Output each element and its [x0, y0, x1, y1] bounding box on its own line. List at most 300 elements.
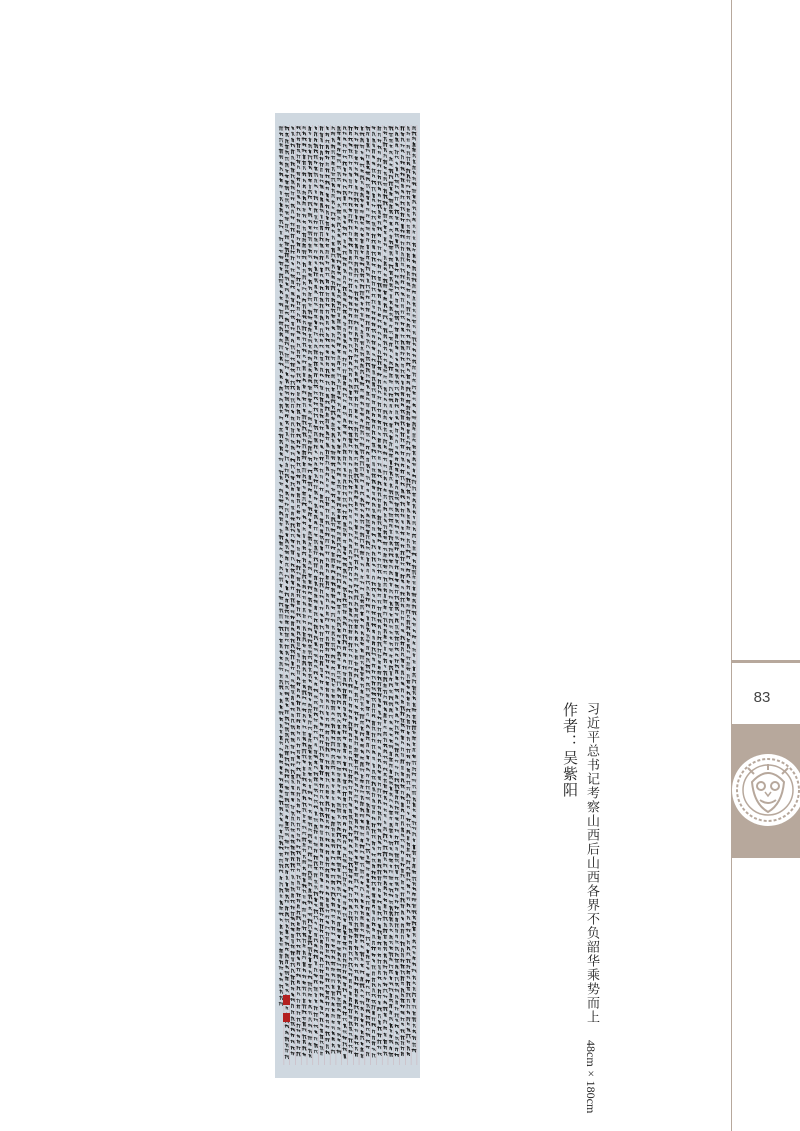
calligraphy-glyph: [378, 783, 381, 787]
calligraphy-glyph: [406, 329, 410, 332]
calligraphy-glyph: [355, 186, 357, 190]
calligraphy-glyph: [390, 637, 392, 640]
calligraphy-glyph: [337, 579, 341, 583]
calligraphy-glyph: [309, 810, 312, 813]
calligraphy-glyph: [280, 718, 283, 721]
calligraphy-glyph: [383, 284, 387, 287]
calligraphy-glyph: [349, 226, 353, 229]
calligraphy-glyph: [366, 826, 369, 830]
calligraphy-glyph: [303, 208, 306, 211]
calligraphy-glyph: [361, 619, 364, 622]
calligraphy-glyph: [360, 437, 364, 440]
calligraphy-glyph: [332, 632, 335, 636]
calligraphy-glyph: [400, 144, 404, 147]
calligraphy-glyph: [320, 357, 323, 361]
calligraphy-glyph: [389, 764, 392, 768]
calligraphy-glyph: [349, 1050, 352, 1053]
calligraphy-glyph: [412, 553, 416, 556]
calligraphy-glyph: [372, 132, 375, 136]
calligraphy-glyph: [314, 800, 318, 804]
calligraphy-glyph: [314, 392, 318, 395]
calligraphy-glyph: [286, 580, 288, 583]
calligraphy-glyph: [389, 631, 392, 634]
artwork-title: 习近平总书记考察山西后山西各界不负韶华乘势而上: [584, 702, 599, 1024]
calligraphy-glyph: [343, 890, 346, 893]
calligraphy-glyph: [384, 208, 386, 211]
calligraphy-glyph: [349, 533, 353, 536]
calligraphy-glyph: [401, 845, 404, 848]
calligraphy-glyph: [412, 877, 416, 881]
calligraphy-glyph: [355, 590, 358, 594]
calligraphy-glyph: [378, 301, 380, 305]
calligraphy-glyph: [395, 281, 398, 284]
calligraphy-glyph: [349, 250, 352, 254]
calligraphy-glyph: [332, 248, 335, 252]
calligraphy-glyph: [360, 940, 364, 943]
calligraphy-glyph: [361, 376, 363, 380]
calligraphy-glyph: [355, 730, 358, 734]
calligraphy-glyph: [279, 489, 282, 492]
calligraphy-glyph: [343, 173, 347, 176]
calligraphy-glyph: [390, 436, 393, 440]
calligraphy-glyph: [314, 380, 317, 384]
calligraphy-glyph: [332, 167, 335, 171]
calligraphy-glyph: [338, 665, 341, 669]
calligraphy-glyph: [389, 619, 393, 623]
calligraphy-glyph: [291, 757, 294, 761]
calligraphy-glyph: [326, 844, 329, 847]
calligraphy-glyph: [309, 953, 311, 956]
calligraphy-glyph: [343, 162, 347, 166]
calligraphy-glyph: [337, 863, 341, 867]
calligraphy-glyph: [390, 958, 393, 961]
calligraphy-glyph: [373, 751, 376, 754]
calligraphy-glyph: [285, 157, 289, 161]
calligraphy-glyph: [366, 937, 370, 941]
calligraphy-glyph: [302, 1035, 306, 1039]
calligraphy-glyph: [396, 434, 398, 437]
calligraphy-glyph: [407, 615, 410, 618]
calligraphy-glyph: [395, 269, 399, 272]
calligraphy-glyph: [384, 720, 387, 724]
calligraphy-glyph: [331, 706, 335, 710]
calligraphy-glyph: [326, 699, 329, 702]
calligraphy-glyph: [412, 969, 416, 972]
calligraphy-glyph: [355, 479, 358, 482]
calligraphy-glyph: [343, 1036, 347, 1039]
calligraphy-glyph: [314, 987, 318, 991]
calligraphy-glyph: [355, 468, 358, 472]
calligraphy-glyph: [349, 769, 353, 773]
calligraphy-glyph: [279, 500, 283, 503]
calligraphy-glyph: [366, 930, 369, 934]
calligraphy-glyph: [367, 563, 369, 566]
calligraphy-glyph: [360, 210, 364, 213]
calligraphy-glyph: [401, 293, 404, 296]
calligraphy-glyph: [401, 994, 404, 997]
calligraphy-glyph: [378, 271, 381, 274]
calligraphy-glyph: [309, 779, 312, 782]
calligraphy-glyph: [384, 507, 387, 510]
calligraphy-glyph: [297, 833, 300, 837]
calligraphy-glyph: [325, 724, 329, 727]
calligraphy-glyph: [343, 216, 345, 219]
calligraphy-glyph: [343, 672, 346, 676]
calligraphy-glyph: [303, 227, 306, 231]
calligraphy-glyph: [320, 316, 323, 320]
calligraphy-glyph: [407, 436, 409, 439]
calligraphy-glyph: [349, 498, 352, 502]
calligraphy-glyph: [367, 251, 369, 255]
calligraphy-glyph: [372, 199, 375, 202]
calligraphy-glyph: [320, 244, 323, 248]
calligraphy-glyph: [286, 485, 289, 488]
calligraphy-glyph: [309, 733, 311, 737]
calligraphy-glyph: [314, 696, 317, 699]
calligraphy-glyph: [395, 387, 399, 390]
calligraphy-glyph: [286, 816, 288, 819]
calligraphy-glyph: [286, 989, 289, 992]
calligraphy-glyph: [383, 768, 387, 771]
calligraphy-glyph: [372, 456, 376, 460]
calligraphy-glyph: [303, 784, 305, 787]
calligraphy-glyph: [280, 548, 283, 551]
calligraphy-glyph: [297, 986, 300, 990]
calligraphy-glyph: [308, 834, 312, 838]
calligraphy-glyph: [372, 383, 374, 387]
calligraphy-glyph: [337, 178, 340, 181]
calligraphy-glyph: [361, 917, 364, 920]
calligraphy-glyph: [285, 780, 289, 783]
calligraphy-glyph: [297, 505, 299, 508]
calligraphy-glyph: [337, 1003, 341, 1007]
calligraphy-glyph: [297, 343, 300, 347]
calligraphy-glyph: [349, 821, 352, 825]
calligraphy-glyph: [390, 472, 393, 476]
calligraphy-glyph: [343, 737, 346, 740]
calligraphy-glyph: [383, 690, 387, 694]
calligraphy-glyph: [407, 867, 410, 870]
calligraphy-glyph: [384, 243, 387, 246]
calligraphy-glyph: [360, 826, 364, 829]
calligraphy-glyph: [326, 688, 329, 692]
calligraphy-glyph: [297, 517, 301, 520]
calligraphy-glyph: [401, 445, 405, 448]
calligraphy-glyph: [337, 713, 341, 717]
calligraphy-glyph: [285, 1043, 288, 1047]
calligraphy-glyph: [407, 848, 409, 852]
calligraphy-glyph: [395, 316, 399, 320]
calligraphy-glyph: [348, 262, 352, 265]
calligraphy-glyph: [384, 960, 387, 964]
calligraphy-glyph: [406, 363, 410, 366]
calligraphy-glyph: [280, 523, 283, 526]
calligraphy-glyph: [344, 1006, 346, 1009]
calligraphy-glyph: [366, 483, 369, 486]
calligraphy-glyph: [378, 504, 380, 508]
calligraphy-glyph: [383, 422, 387, 426]
calligraphy-glyph: [413, 755, 416, 758]
calligraphy-glyph: [291, 551, 294, 555]
calligraphy-glyph: [296, 283, 300, 286]
calligraphy-glyph: [286, 876, 288, 880]
calligraphy-glyph: [372, 257, 375, 261]
calligraphy-glyph: [325, 539, 329, 543]
calligraphy-glyph: [285, 769, 288, 773]
calligraphy-glyph: [320, 778, 322, 781]
calligraphy-glyph: [378, 176, 381, 179]
calligraphy-glyph: [297, 529, 300, 533]
calligraphy-glyph: [314, 534, 317, 537]
calligraphy-glyph: [303, 321, 306, 325]
calligraphy-glyph: [384, 381, 387, 384]
calligraphy-glyph: [361, 1025, 364, 1028]
calligraphy-glyph: [401, 346, 404, 350]
calligraphy-glyph: [413, 237, 415, 240]
calligraphy-glyph: [360, 473, 363, 476]
calligraphy-glyph: [344, 523, 347, 527]
calligraphy-glyph: [314, 326, 317, 330]
calligraphy-glyph: [297, 911, 300, 915]
calligraphy-glyph: [390, 355, 393, 358]
calligraphy-glyph: [412, 679, 416, 683]
calligraphy-glyph: [331, 469, 335, 473]
calligraphy-glyph: [355, 451, 358, 455]
calligraphy-glyph: [401, 809, 404, 812]
calligraphy-glyph: [361, 557, 363, 560]
calligraphy-glyph: [406, 562, 410, 565]
calligraphy-glyph: [331, 570, 335, 573]
calligraphy-glyph: [291, 310, 295, 313]
calligraphy-glyph: [383, 846, 387, 850]
calligraphy-glyph: [395, 410, 398, 414]
calligraphy-glyph: [344, 281, 346, 284]
calligraphy-glyph: [401, 458, 404, 462]
calligraphy-glyph: [355, 573, 358, 576]
calligraphy-glyph: [366, 172, 370, 175]
calligraphy-glyph: [302, 316, 306, 319]
calligraphy-glyph: [326, 304, 329, 307]
calligraphy-glyph: [412, 904, 416, 908]
calligraphy-glyph: [291, 851, 295, 855]
calligraphy-glyph: [383, 852, 387, 856]
calligraphy-glyph: [331, 619, 335, 622]
calligraphy-glyph: [407, 720, 410, 724]
calligraphy-glyph: [401, 677, 404, 680]
calligraphy-glyph: [280, 560, 282, 563]
calligraphy-glyph: [291, 822, 294, 826]
calligraphy-glyph: [331, 700, 335, 704]
calligraphy-glyph: [378, 918, 382, 921]
calligraphy-glyph: [348, 220, 352, 223]
calligraphy-glyph: [383, 341, 387, 345]
calligraphy-glyph: [285, 621, 288, 624]
calligraphy-glyph: [285, 633, 289, 637]
calligraphy-glyph: [383, 947, 386, 950]
calligraphy-glyph: [286, 527, 288, 531]
calligraphy-glyph: [395, 806, 399, 809]
calligraphy-glyph: [302, 808, 306, 812]
calligraphy-glyph: [303, 293, 306, 296]
calligraphy-glyph: [343, 683, 347, 686]
calligraphy-glyph: [406, 725, 410, 729]
calligraphy-glyph: [337, 646, 341, 649]
calligraphy-glyph: [390, 906, 393, 910]
calligraphy-glyph: [361, 193, 364, 197]
calligraphy-glyph: [315, 761, 317, 764]
calligraphy-glyph: [354, 403, 358, 407]
calligraphy-glyph: [395, 346, 398, 349]
calligraphy-glyph: [389, 947, 392, 950]
calligraphy-glyph: [326, 473, 329, 476]
calligraphy-glyph: [338, 790, 340, 793]
calligraphy-glyph: [320, 238, 324, 242]
calligraphy-glyph: [332, 506, 335, 509]
calligraphy-glyph: [413, 249, 416, 252]
calligraphy-glyph: [389, 643, 392, 646]
calligraphy-glyph: [337, 159, 341, 162]
calligraphy-glyph: [320, 1012, 324, 1015]
calligraphy-glyph: [407, 225, 410, 229]
calligraphy-glyph: [406, 441, 410, 445]
calligraphy-glyph: [326, 576, 329, 580]
calligraphy-glyph: [372, 829, 376, 833]
calligraphy-glyph: [355, 343, 358, 347]
calligraphy-glyph: [308, 386, 312, 390]
calligraphy-glyph: [395, 492, 398, 496]
calligraphy-glyph: [291, 564, 294, 567]
calligraphy-glyph: [337, 749, 340, 752]
calligraphy-glyph: [296, 319, 300, 323]
calligraphy-glyph: [302, 755, 306, 759]
calligraphy-glyph: [401, 948, 403, 952]
calligraphy-glyph: [355, 736, 358, 740]
calligraphy-glyph: [286, 514, 288, 518]
calligraphy-glyph: [320, 339, 323, 342]
calligraphy-glyph: [302, 250, 306, 254]
calligraphy-glyph: [314, 719, 318, 722]
calligraphy-glyph: [325, 533, 329, 536]
calligraphy-glyph: [338, 1009, 341, 1012]
calligraphy-glyph: [407, 592, 409, 596]
calligraphy-glyph: [372, 954, 375, 957]
calligraphy-glyph: [303, 282, 306, 285]
calligraphy-glyph: [285, 593, 289, 596]
calligraphy-glyph: [296, 974, 300, 977]
calligraphy-glyph: [400, 557, 404, 561]
calligraphy-glyph: [372, 805, 375, 809]
calligraphy-glyph: [285, 277, 289, 281]
calligraphy-glyph: [366, 768, 369, 771]
calligraphy-glyph: [308, 446, 311, 450]
calligraphy-glyph: [325, 671, 329, 674]
calligraphy-glyph: [406, 236, 410, 239]
calligraphy-glyph: [320, 680, 323, 683]
calligraphy-glyph: [291, 667, 295, 670]
calligraphy-glyph: [378, 379, 381, 383]
calligraphy-glyph: [297, 857, 300, 861]
calligraphy-glyph: [349, 409, 352, 413]
calligraphy-glyph: [396, 167, 398, 171]
calligraphy-glyph: [286, 930, 288, 934]
calligraphy-glyph: [297, 457, 300, 461]
calligraphy-glyph: [377, 912, 381, 916]
calligraphy-glyph: [302, 349, 306, 352]
calligraphy-glyph: [337, 695, 341, 698]
calligraphy-glyph: [354, 643, 358, 646]
calligraphy-glyph: [349, 439, 352, 443]
calligraphy-glyph: [378, 794, 382, 797]
calligraphy-glyph: [332, 276, 335, 279]
calligraphy-glyph: [372, 835, 376, 838]
calligraphy-glyph: [349, 786, 353, 789]
calligraphy-glyph: [390, 865, 392, 868]
calligraphy-glyph: [378, 654, 382, 658]
calligraphy-glyph: [308, 323, 312, 327]
calligraphy-glyph: [308, 190, 311, 194]
calligraphy-glyph: [354, 198, 358, 202]
calligraphy-glyph: [280, 657, 282, 660]
calligraphy-glyph: [297, 670, 300, 674]
calligraphy-glyph: [291, 680, 294, 683]
calligraphy-glyph: [319, 334, 323, 337]
calligraphy-glyph: [297, 463, 301, 467]
calligraphy-glyph: [280, 680, 283, 684]
calligraphy-glyph: [355, 837, 358, 841]
calligraphy-glyph: [280, 404, 283, 408]
calligraphy-glyph: [366, 896, 369, 899]
calligraphy-glyph: [279, 603, 283, 607]
calligraphy-glyph: [291, 529, 295, 532]
calligraphy-glyph: [314, 485, 318, 489]
calligraphy-glyph: [314, 794, 318, 797]
calligraphy-glyph: [332, 189, 335, 193]
calligraphy-glyph: [349, 922, 352, 925]
calligraphy-glyph: [383, 471, 387, 475]
calligraphy-glyph: [377, 396, 381, 399]
calligraphy-glyph: [355, 508, 358, 511]
calligraphy-glyph: [412, 1005, 416, 1009]
calligraphy-glyph: [302, 138, 306, 141]
calligraphy-glyph: [349, 751, 352, 754]
calligraphy-glyph: [413, 148, 416, 152]
calligraphy-glyph: [361, 1031, 363, 1035]
calligraphy-glyph: [407, 598, 410, 601]
calligraphy-glyph: [407, 490, 410, 494]
page-number: 83: [753, 689, 771, 706]
calligraphy-glyph: [349, 678, 352, 682]
calligraphy-glyph: [407, 508, 410, 512]
calligraphy-glyph: [372, 605, 375, 608]
calligraphy-glyph: [383, 577, 387, 581]
calligraphy-glyph: [320, 1000, 323, 1003]
calligraphy-glyph: [343, 533, 346, 536]
calligraphy-glyph: [401, 281, 404, 284]
calligraphy-glyph: [285, 977, 288, 981]
calligraphy-glyph: [401, 352, 405, 355]
calligraphy-glyph: [280, 888, 283, 892]
calligraphy-glyph: [407, 539, 410, 543]
calligraphy-glyph: [366, 604, 370, 607]
calligraphy-glyph: [372, 782, 376, 786]
calligraphy-glyph: [366, 221, 369, 224]
calligraphy-glyph: [349, 209, 352, 212]
calligraphy-glyph: [349, 314, 352, 317]
calligraphy-glyph: [321, 885, 323, 888]
calligraphy-glyph: [348, 1009, 352, 1013]
calligraphy-glyph: [291, 216, 295, 219]
calligraphy-glyph: [412, 767, 416, 771]
